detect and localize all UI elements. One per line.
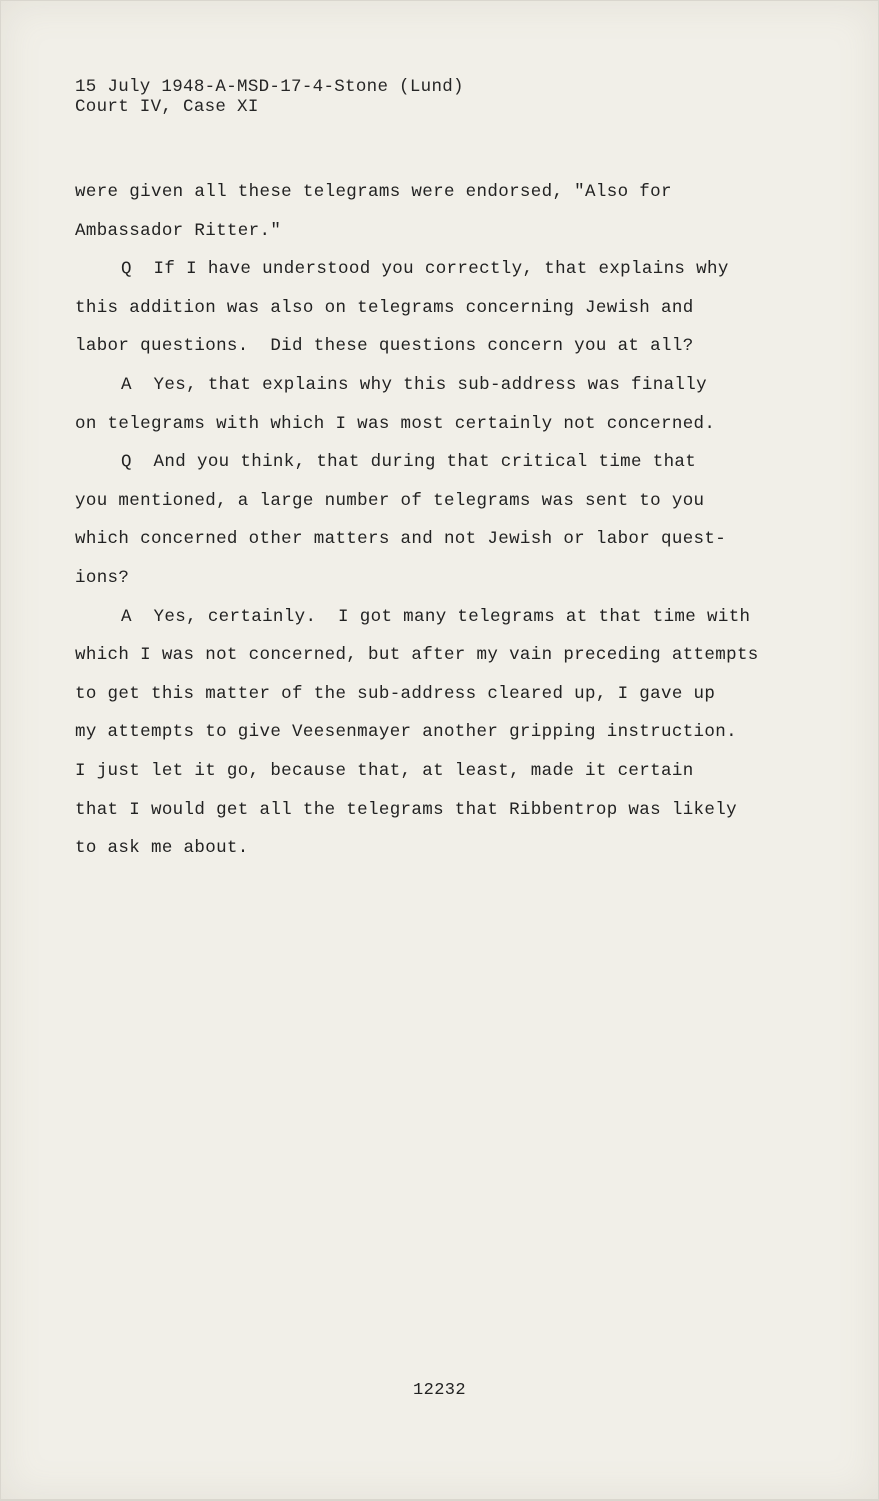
header-date-line: 15 July 1948-A-MSD-17-4-Stone (Lund)	[75, 77, 464, 97]
text-line: on telegrams with which I was most certainly not concerned.	[75, 413, 716, 434]
question-line: Q And you think, that during that critical time that	[121, 452, 697, 473]
text-line: to get this matter of the sub-address cleared up, I gave up	[75, 683, 716, 704]
answer-line: A Yes, certainly. I got many telegrams at that time with	[121, 606, 751, 627]
text-line: which I was not concerned, but after my vain preceding attempts	[75, 645, 759, 666]
text-line: ions?	[75, 567, 130, 588]
text-line: my attempts to give Veesenmayer another gripping instruction.	[75, 722, 737, 743]
transcript-body	[75, 173, 815, 868]
text-line: to ask me about.	[75, 838, 249, 859]
header-court-line: Court IV, Case XI	[75, 97, 259, 117]
text-line: labor questions. Did these questions concern you at all?	[75, 336, 694, 357]
page-number: 12232	[412, 1381, 466, 1400]
text-line: Ambassador Ritter."	[75, 220, 282, 241]
document-page	[1, 1, 878, 1499]
answer-line: A Yes, that explains why this sub-address was finally	[121, 374, 707, 395]
document-header	[75, 77, 464, 117]
text-line: this addition was also on telegrams concerning Jewish and	[75, 297, 694, 318]
question-line: Q If I have understood you correctly, that explains why	[121, 259, 729, 280]
text-line: I just let it go, because that, at least, made it certain	[75, 760, 694, 781]
text-line: were given all these telegrams were endorsed, "Also for	[75, 182, 672, 202]
text-line: which concerned other matters and not Jewish or labor quest-	[75, 529, 727, 550]
text-line: that I would get all the telegrams that Ribbentrop was likely	[75, 799, 737, 820]
text-line: you mentioned, a large number of telegrams was sent to you	[75, 490, 705, 511]
